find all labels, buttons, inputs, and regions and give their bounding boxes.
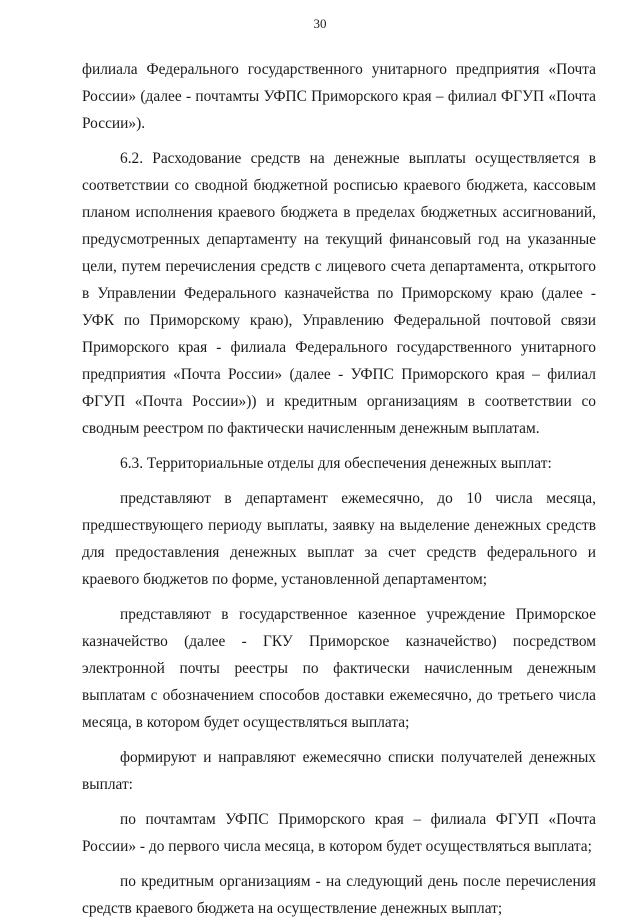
- document-body: [82, 56, 596, 922]
- paragraph-registry-submission: представляют в государственное казенное учреждение Приморское казначейство (далее - ГКУ Приморское казначейство) посредством электронной почты реестры по фактически начисленным денежным выплатам с обозначением способов доставки ежемесячно, до третьего числа месяца, в котором будет осуществляться выплата;: [82, 606, 596, 731]
- paragraph-credit-organizations: по кредитным организациям - на следующий день после перечисления средств краевого бюджета на осуществление денежных выплат;: [82, 873, 596, 917]
- paragraph-post-offices: по почтамтам УФПС Приморского края – филиала ФГУП «Почта России» - до первого числа месяца, в котором будет осуществляться выплата;: [82, 811, 596, 855]
- paragraph-request-submission: представляют в департамент ежемесячно, до 10 числа месяца, предшествующего периоду выплаты, заявку на выделение денежных средств для предоставления денежных выплат за счет средств федерального и краевого бюджетов по форме, установленной департаментом;: [82, 490, 596, 588]
- paragraph-continuation: филиала Федерального государственного унитарного предприятия «Почта России» (далее - почтамты УФПС Приморского края – филиал ФГУП «Почта России»).: [82, 61, 596, 132]
- paragraph-6-3: 6.3. Территориальные отделы для обеспечения денежных выплат:: [120, 455, 552, 472]
- paragraph-recipient-lists: формируют и направляют ежемесячно списки получателей денежных выплат:: [82, 749, 596, 793]
- page-number: 30: [313, 16, 327, 31]
- paragraph-6-2: 6.2. Расходование средств на денежные выплаты осуществляется в соответствии со сводной бюджетной росписью краевого бюджета, кассовым планом исполнения краевого бюджета в пределах бюджетных ассигнований, предусмотренных департаменту на текущий финансовый год на указанные цели, путем перечисления средств с лицевого счета департамента, открытого в Управлении Федерального казначейства по Приморскому краю (далее - УФК по Приморскому краю), Управлению Федеральной почтовой связи Приморского края - филиала Федерального государственного унитарного предприятия «Почта России» (далее - УФПС Приморского края – филиал ФГУП «Почта России»)) и кредитным организациям в соответствии со сводным реестром по фактически начисленным денежным выплатам.: [82, 150, 596, 437]
